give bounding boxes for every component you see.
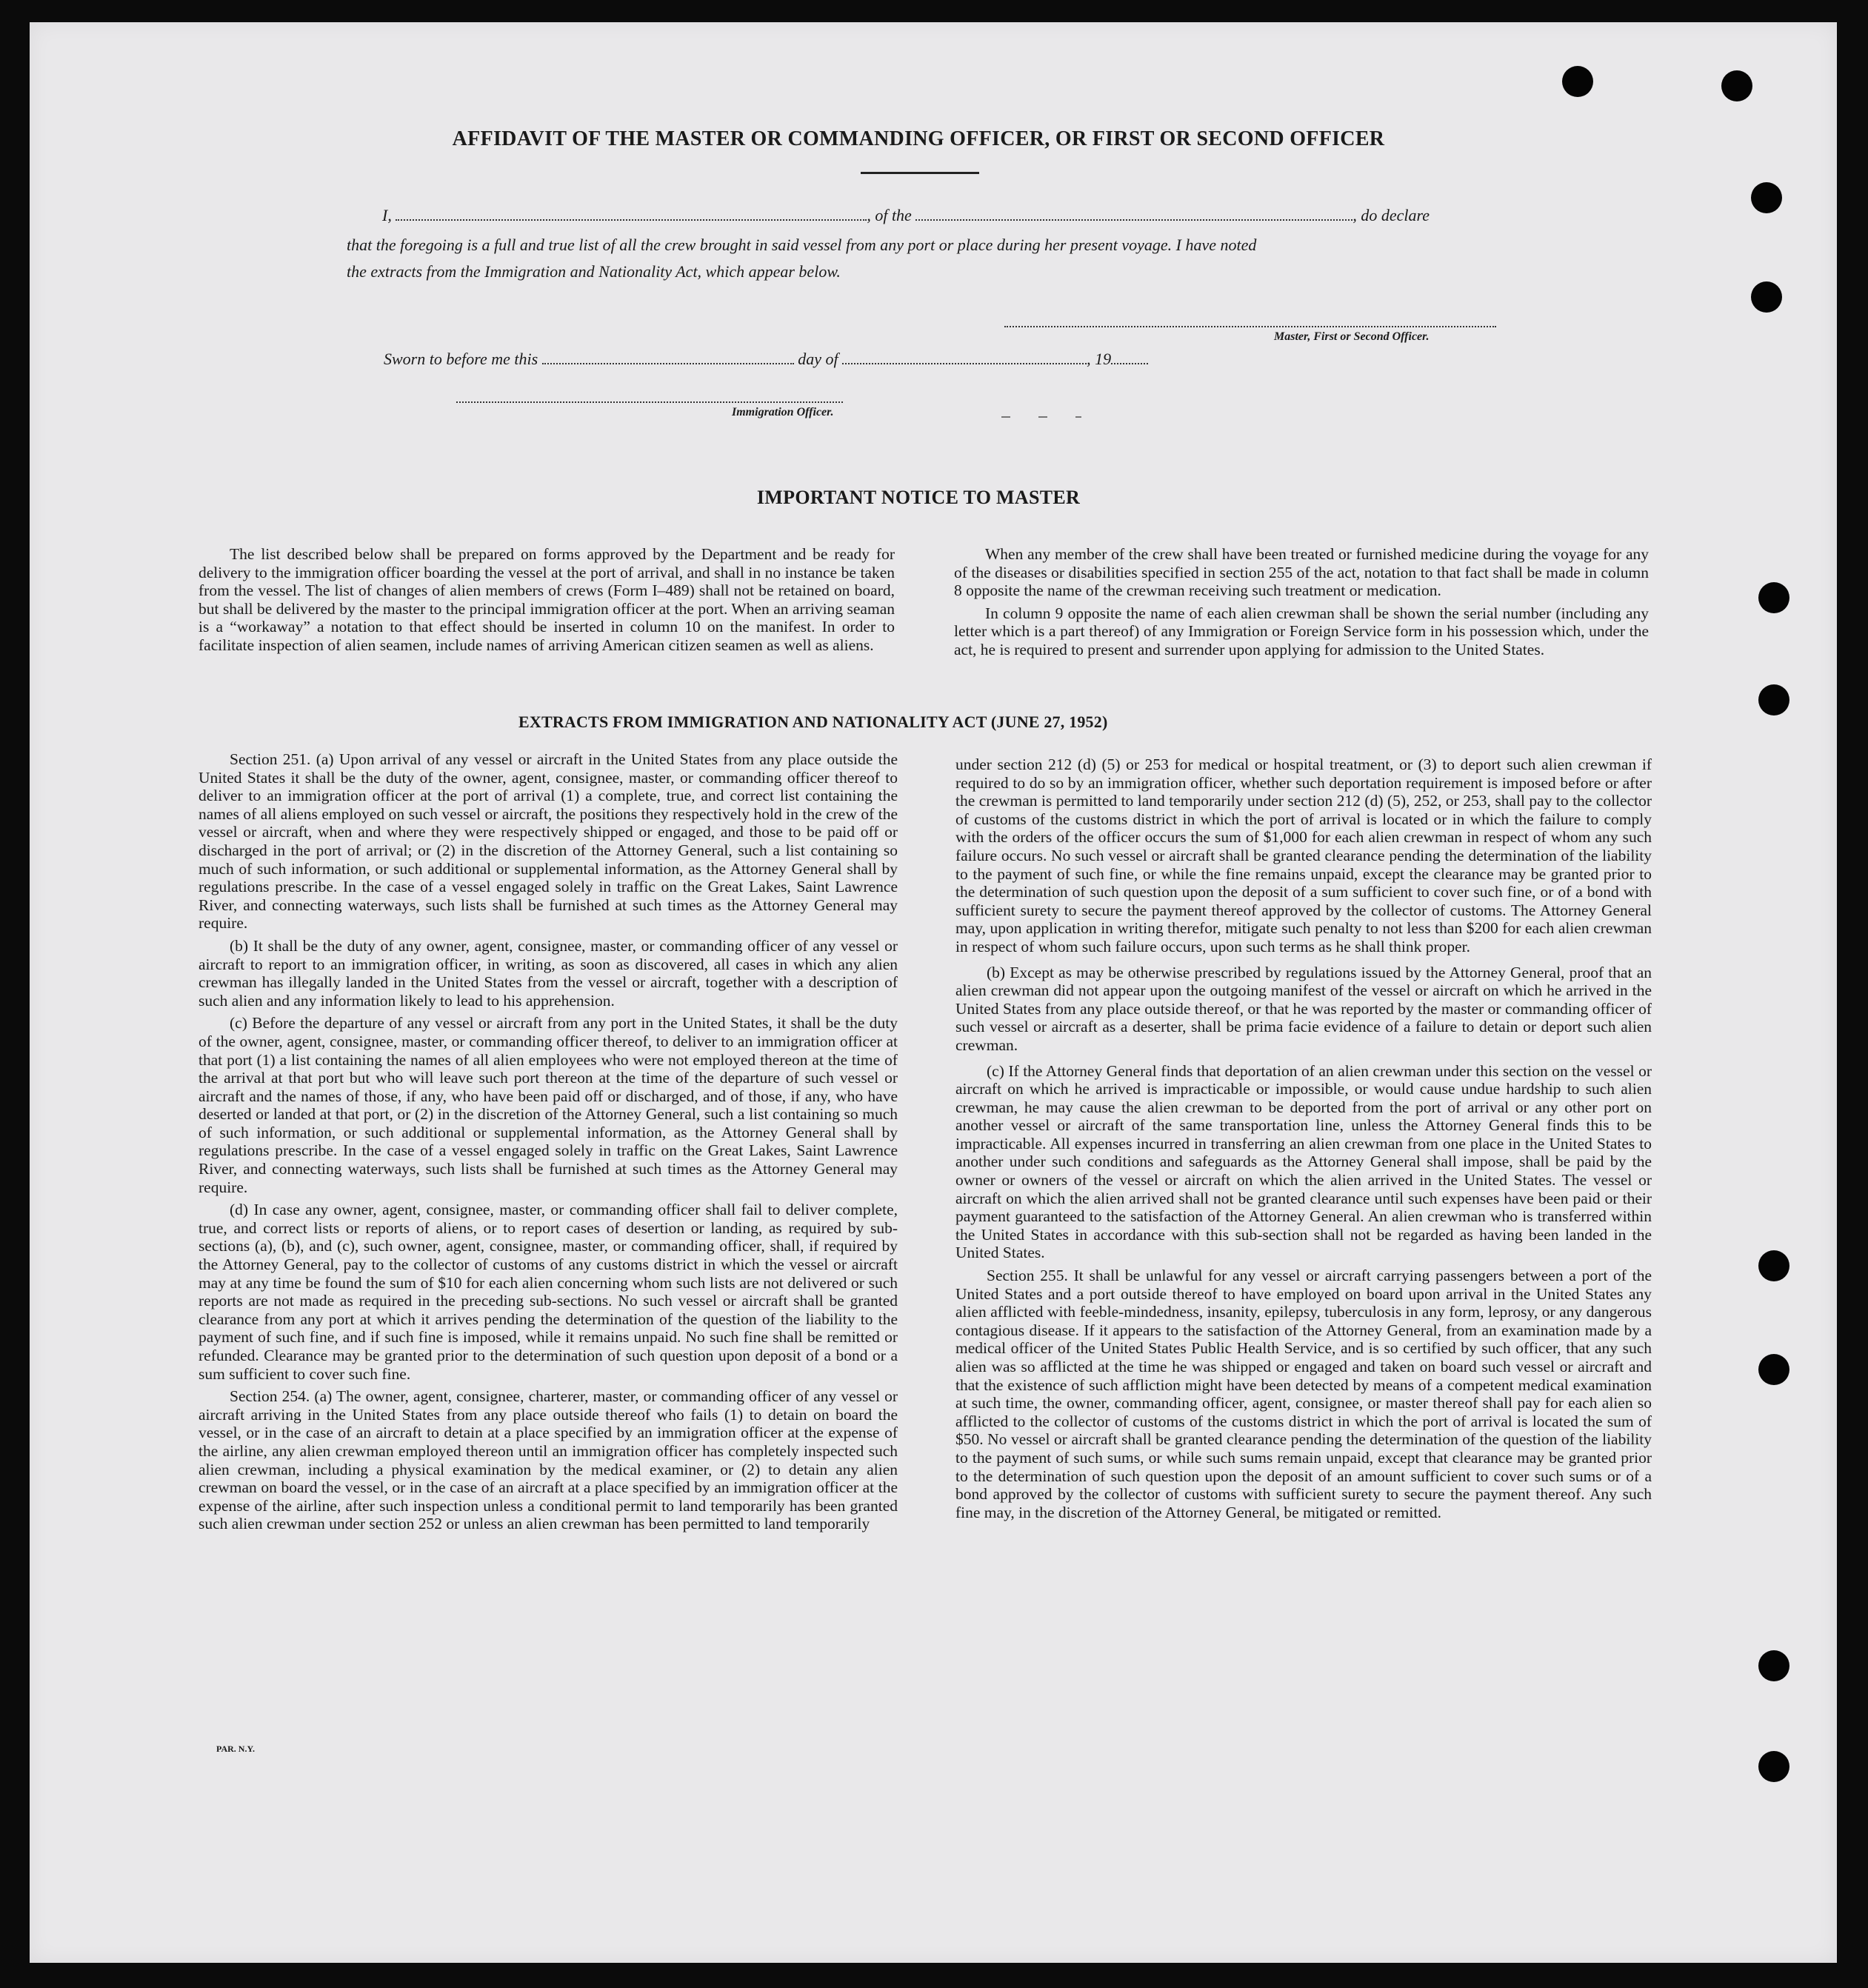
section-paragraph: Section 251. (a) Upon arrival of any vessel or aircraft in the United States from any place outside the United States it shall be the duty of the owner, agent, consignee, master, or commanding officer thereof to deliver to an immigration officer at the port of arrival (1) a complete, true, and correct list containing the names of all aliens employed on such vessel or aircraft, the positions they respectively hold in the crew of the vessel or aircraft, when and where they were respectively shipped or engaged, and those to be paid off or discharged in the port of arrival; or (2) in the discretion of the Attorney General, such a list containing so much of such information, or such additional or supplemental information, as the Attorney General shall by regulations prescribe. In the case of a vessel engaged solely in traffic on the Great Lakes, Saint Lawrence River, and connecting waterways, such lists shall be furnished at such times as the Attorney General may require.: [199, 750, 898, 933]
binder-hole: [1721, 70, 1752, 101]
day-of-text: day of: [798, 350, 838, 368]
notice-right-column: [954, 545, 1649, 664]
affidavit-line-1: [382, 206, 1430, 225]
title-rule: [861, 172, 979, 174]
printer-mark: PAR. N.Y.: [216, 1744, 256, 1754]
binder-hole: [1751, 182, 1782, 213]
notice-title: IMPORTANT NOTICE TO MASTER: [756, 487, 1081, 508]
section-paragraph: Section 254. (a) The owner, agent, consignee, charterer, master, or commanding officer of any vessel or aircraft arriving in the United States from any place outside thereof who fails (1) to detain on board the vessel, or in the case of an aircraft to detain at a place specified by an immigration officer at the expense of the airline, any alien crewman employed thereon until an immigration officer has completely inspected such alien crewman, including a physical examination by the medical examiner, or (2) to detain any alien crewman on board the vessel, or in the case of an aircraft at a place specified by an immigration officer at the expense of the airline, after such inspection unless a conditional permit to land temporarily has been granted such alien crewman under section 252 or unless an alien crewman has been permitted to land temporarily: [199, 1387, 898, 1533]
binder-hole: [1751, 281, 1782, 313]
extracts-title: EXTRACTS FROM IMMIGRATION AND NATIONALITY ACT (JUNE 27, 1952): [518, 713, 1108, 731]
section-paragraph: Section 255. It shall be unlawful for any vessel or aircraft carrying passengers between a port of the United States and a port outside thereof to have employed on board upon arrival in the United States any alien afflicted with feeble-mindedness, insanity, epilepsy, tuberculosis in any form, leprosy, or any dangerous contagious disease. If it appears to the satisfaction of the Attorney General, from an examination made by a medical officer of the United States Public Health Service, and is so certified by such officer, that any such alien was so afflicted at the time he was shipped or engaged and taken on board such vessel or aircraft and that the existence of such affliction might have been detected by means of a competent medical examination at such time, the owner, commanding officer, agent, consignee, or master thereof shall pay for each alien so afflicted to the collector of customs of the customs district in which the port of arrival is located the sum of $50. No vessel or aircraft shall be granted clearance pending the determination of the question of the liability to the payment of such sums, or while such sums remain unpaid, except that clearance may be granted prior to the determination of such question upon the deposit of an amount sufficient to cover such sums or of a bond approved by the collector of customs with sufficient surety to secure the payment thereof. Any such fine may, in the discretion of the Attorney General, be mitigated or remitted.: [955, 1267, 1652, 1521]
binder-hole: [1758, 684, 1789, 716]
notice-paragraph: In column 9 opposite the name of each alien crewman shall be shown the serial number (including any letter which is a part thereof) of any Immigration or Foreign Service form in his possession which, under the act, he is required to present and surrender upon applying for admission to the United States.: [954, 604, 1649, 658]
master-signature-label: Master, First or Second Officer.: [1274, 330, 1430, 343]
name-field[interactable]: [396, 206, 867, 221]
vessel-field[interactable]: [915, 206, 1352, 221]
sworn-month-field[interactable]: [842, 350, 1087, 364]
stray-dash: [1001, 416, 1010, 418]
section-paragraph: (c) If the Attorney General finds that deportation of an alien crewman under this section on the vessel or aircraft on which he arrived is impracticable or impossible, or would cause undue hardship to such alien crewman, he may cause the alien crewman to be deported from the port of arrival or any other port on another vessel or aircraft of the same transportation line, unless the Attorney General finds this to be impracticable. All expenses incurred in transferring an alien crewman from one place in the United States to another under such conditions and safeguards as the Attorney General shall impose, shall be paid by the owner or owners of the vessel or aircraft on which the alien arrived in the United States. The vessel or aircraft on which the alien arrived shall not be granted clearance until such expenses have been paid or their payment guaranteed to the satisfaction of the Attorney General. An alien crewman who is transferred within the United States in accordance with this sub-section shall not be regarded as having been landed in the United States.: [955, 1061, 1652, 1262]
sworn-year-field[interactable]: [1111, 350, 1148, 364]
stray-dash: [1038, 416, 1047, 418]
notice-paragraph: When any member of the crew shall have been treated or furnished medicine during the voyage for any of the diseases or disabilities specified in section 255 of the act, notation to that fact shall be made in column 8 opposite the name of the crewman receiving such treatment or medication.: [954, 545, 1649, 600]
master-signature-line[interactable]: [1004, 326, 1496, 327]
affidavit-line-3: the extracts from the Immigration and Nationality Act, which appear below.: [347, 262, 841, 281]
binder-hole: [1758, 1650, 1789, 1681]
affidavit-of-the: , of the: [867, 206, 912, 224]
sworn-day-field[interactable]: [542, 350, 794, 364]
binder-hole: [1758, 1751, 1789, 1782]
binder-hole: [1758, 1354, 1789, 1385]
extracts-left-column: [199, 750, 898, 1538]
section-paragraph: (c) Before the departure of any vessel or aircraft from any port in the United States, it shall be the duty of the owner, agent, consignee, master, or commanding officer thereof, to deliver to an immigration officer at that port (1) a list containing the names of all alien employees who were not employed thereon at the time of the arrival at that port but who will leave such port thereon at the time of the departure of such vessel or aircraft and the names of those, if any, who have been paid off or discharged, and of those, if any, who have deserted or landed at that port, or (2) in the discretion of the Attorney General, such a list containing so much of such information, or such additional or supplemental information, as the Attorney General shall by regulations prescribe. In the case of a vessel engaged solely in traffic on the Great Lakes, Saint Lawrence River, and connecting waterways, such lists shall be furnished at such times as the Attorney General may require.: [199, 1014, 898, 1196]
officer-signature-line[interactable]: [456, 401, 843, 403]
binder-hole: [1758, 1250, 1789, 1281]
section-paragraph: (d) In case any owner, agent, consignee, master, or commanding officer shall fail to deliver complete, true, and correct lists or reports of aliens, or to report cases of desertion or landing, as required by sub-sections (a), (b), and (c), such owner, agent, consignee, master, or commanding officer, shall, if required by the Attorney General, pay to the collector of customs of any customs district in which the vessel or aircraft may at any time be found the sum of $10 for each alien concerning whom such lists are not delivered or such reports are not made as required in the preceding sub-sections. No such vessel or aircraft shall be granted clearance from any port at which it arrives pending the determination of the question of the liability to the payment of such fine, and if such fine is imposed, while it remains unpaid. No such fine shall be remitted or refunded. Clearance may be granted prior to the determination of such question upon deposit of a bond or a sum sufficient to cover such fine.: [199, 1201, 898, 1383]
year-text: , 19: [1087, 350, 1112, 368]
stray-dash: [1075, 416, 1081, 418]
section-paragraph: under section 212 (d) (5) or 253 for medical or hospital treatment, or (3) to deport such alien crewman if required to do so by an immigration officer, whether such deportation requirement is imposed before or after the crewman is permitted to land temporarily under section 212 (d) (5), 252, or 253, shall pay to the collector of customs of the customs district in which the port of arrival is located or in which the failure to comply with the orders of the officer occurs the sum of $1,000 for each alien crewman in respect of whom any such failure occurs. No such vessel or aircraft shall be granted clearance pending the determination of the liability to the payment of such fine, or while the fine remains unpaid, except the clearance may be granted prior to the determination of such question upon the deposit of a sum sufficient to cover such fine, or of a bond with sufficient surety to secure the payment thereof approved by the collector of customs. The Attorney General may, upon application in writing therefor, mitigate such penalty to not less than $200 for each alien crewman in respect of whom such failure occurs, upon such terms as he shall think proper.: [955, 755, 1652, 955]
binder-hole: [1562, 66, 1593, 97]
officer-signature-label: Immigration Officer.: [732, 406, 834, 418]
affidavit-line-2: that the foregoing is a full and true list of all the crew brought in said vessel from any port or place during her present voyage. I have noted: [347, 236, 1257, 254]
sworn-line: [384, 350, 1148, 369]
affidavit-i: I,: [382, 206, 392, 224]
affidavit-title: AFFIDAVIT OF THE MASTER OR COMMANDING OFFICER, OR FIRST OR SECOND OFFICER: [452, 127, 1385, 150]
affidavit-declare: , do declare: [1352, 206, 1430, 224]
sworn-text: Sworn to before me this: [384, 350, 538, 368]
extracts-right-column: [955, 755, 1652, 1526]
binder-hole: [1758, 582, 1789, 613]
section-paragraph: (b) Except as may be otherwise prescribed by regulations issued by the Attorney General, proof that an alien crewman did not appear upon the outgoing manifest of the vessel or aircraft on which he arrived in the United States from any place outside thereof, or that he was reported by the master or commanding officer of such vessel or aircraft as a deserter, shall be prima facie evidence of a failure to detain or deport such alien crewman.: [955, 963, 1652, 1054]
section-paragraph: (b) It shall be the duty of any owner, agent, consignee, master, or commanding officer of any vessel or aircraft to report to an immigration officer, in writing, as soon as discovered, all cases in which any alien crewman has illegally landed in the United States from the vessel or aircraft, together with a description of such alien and any information likely to lead to his apprehension.: [199, 936, 898, 1010]
notice-left-column: [199, 545, 895, 659]
notice-paragraph: The list described below shall be prepared on forms approved by the Department and be ready for delivery to the immigration officer boarding the vessel at the port of arrival, and shall in no instance be taken from the vessel. The list of changes of alien members of crews (Form I–489) shall not be retained on board, but shall be delivered by the master to the principal immigration officer at the port. When an arriving seaman is a “workaway” a notation to that effect should be inserted in column 10 on the manifest. In order to facilitate inspection of alien seamen, include names of arriving American citizen seamen as well as aliens.: [199, 545, 895, 654]
